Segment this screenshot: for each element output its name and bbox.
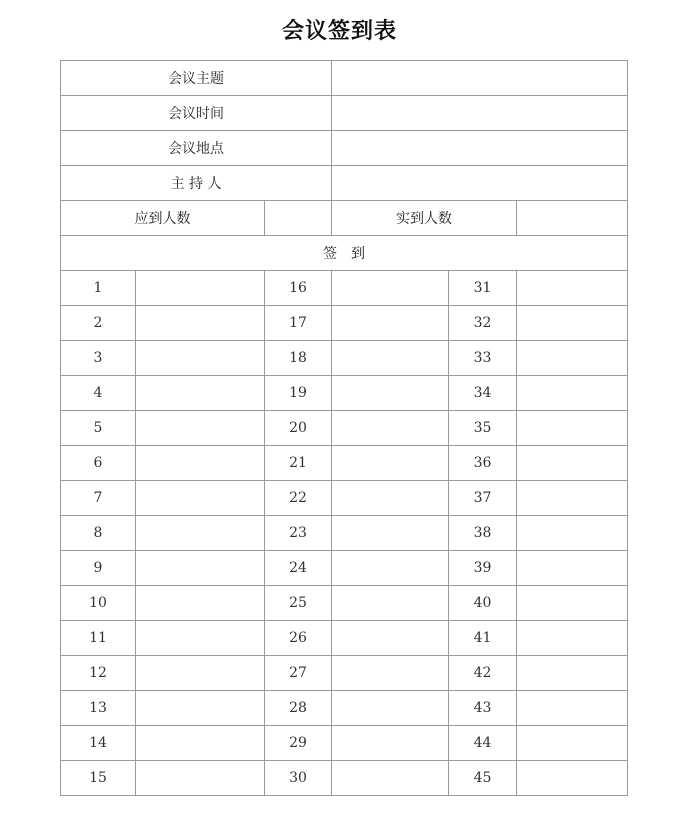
- row-number: 41: [449, 621, 517, 656]
- row-number: 43: [449, 691, 517, 726]
- table-row: [61, 341, 628, 376]
- row-number: 11: [61, 621, 136, 656]
- signature-cell[interactable]: [332, 516, 449, 551]
- place-row: [61, 131, 628, 166]
- signature-cell[interactable]: [332, 726, 449, 761]
- topic-label: 会议主题: [61, 61, 332, 96]
- row-number: 20: [265, 411, 332, 446]
- expected-label: 应到人数: [61, 201, 265, 236]
- signature-cell[interactable]: [332, 621, 449, 656]
- row-number: 9: [61, 551, 136, 586]
- signature-cell[interactable]: [136, 691, 265, 726]
- row-number: 25: [265, 586, 332, 621]
- signature-cell[interactable]: [136, 726, 265, 761]
- time-label: 会议时间: [61, 96, 332, 131]
- signature-cell[interactable]: [136, 411, 265, 446]
- signature-cell[interactable]: [517, 411, 628, 446]
- row-number: 36: [449, 446, 517, 481]
- signature-cell[interactable]: [517, 551, 628, 586]
- row-number: 14: [61, 726, 136, 761]
- table-row: [61, 761, 628, 796]
- place-label: 会议地点: [61, 131, 332, 166]
- signature-cell[interactable]: [136, 551, 265, 586]
- row-number: 13: [61, 691, 136, 726]
- table-row: [61, 726, 628, 761]
- section-label: 签 到: [61, 236, 628, 271]
- table-row: [61, 306, 628, 341]
- table-row: [61, 516, 628, 551]
- row-number: 18: [265, 341, 332, 376]
- section-row: [61, 236, 628, 271]
- signature-cell[interactable]: [517, 376, 628, 411]
- signature-cell[interactable]: [332, 586, 449, 621]
- signature-cell[interactable]: [332, 411, 449, 446]
- row-number: 21: [265, 446, 332, 481]
- row-number: 31: [449, 271, 517, 306]
- signature-cell[interactable]: [517, 446, 628, 481]
- row-number: 39: [449, 551, 517, 586]
- row-number: 44: [449, 726, 517, 761]
- signature-cell[interactable]: [136, 481, 265, 516]
- row-number: 2: [61, 306, 136, 341]
- row-number: 32: [449, 306, 517, 341]
- signature-cell[interactable]: [517, 621, 628, 656]
- row-number: 42: [449, 656, 517, 691]
- signature-cell[interactable]: [136, 656, 265, 691]
- signature-cell[interactable]: [332, 271, 449, 306]
- page-title: 会议签到表: [281, 19, 397, 44]
- row-number: 37: [449, 481, 517, 516]
- signature-cell[interactable]: [332, 656, 449, 691]
- host-row: [61, 166, 628, 201]
- row-number: 15: [61, 761, 136, 796]
- row-number: 12: [61, 656, 136, 691]
- row-number: 24: [265, 551, 332, 586]
- signature-cell[interactable]: [332, 481, 449, 516]
- signature-cell[interactable]: [332, 341, 449, 376]
- signature-cell[interactable]: [136, 761, 265, 796]
- row-number: 30: [265, 761, 332, 796]
- signature-cell[interactable]: [517, 656, 628, 691]
- row-number: 28: [265, 691, 332, 726]
- signature-cell[interactable]: [517, 586, 628, 621]
- sign-in-table: [60, 60, 628, 796]
- row-number: 16: [265, 271, 332, 306]
- signature-cell[interactable]: [517, 306, 628, 341]
- row-number: 29: [265, 726, 332, 761]
- actual-count-field[interactable]: [517, 201, 628, 236]
- row-number: 33: [449, 341, 517, 376]
- row-number: 35: [449, 411, 517, 446]
- row-number: 26: [265, 621, 332, 656]
- row-number: 17: [265, 306, 332, 341]
- signature-cell[interactable]: [332, 551, 449, 586]
- row-number: 3: [61, 341, 136, 376]
- row-number: 27: [265, 656, 332, 691]
- signature-cell[interactable]: [517, 481, 628, 516]
- table-row: [61, 551, 628, 586]
- table-row: [61, 656, 628, 691]
- table-row: [61, 621, 628, 656]
- signature-cell[interactable]: [136, 621, 265, 656]
- row-number: 1: [61, 271, 136, 306]
- row-number: 22: [265, 481, 332, 516]
- signature-cell[interactable]: [136, 516, 265, 551]
- row-number: 34: [449, 376, 517, 411]
- signature-cell[interactable]: [332, 761, 449, 796]
- table-row: [61, 446, 628, 481]
- row-number: 7: [61, 481, 136, 516]
- actual-label: 实到人数: [332, 201, 517, 236]
- signature-cell[interactable]: [332, 446, 449, 481]
- signature-cell[interactable]: [517, 726, 628, 761]
- time-field[interactable]: [332, 96, 628, 131]
- row-number: 23: [265, 516, 332, 551]
- signature-cell[interactable]: [517, 761, 628, 796]
- count-row: [61, 201, 628, 236]
- expected-count-field[interactable]: [265, 201, 332, 236]
- signature-cell[interactable]: [517, 341, 628, 376]
- signature-cell[interactable]: [332, 306, 449, 341]
- row-number: 4: [61, 376, 136, 411]
- host-field[interactable]: [332, 166, 628, 201]
- row-number: 40: [449, 586, 517, 621]
- signature-cell[interactable]: [332, 691, 449, 726]
- signature-cell[interactable]: [517, 691, 628, 726]
- table-row: [61, 271, 628, 306]
- signature-cell[interactable]: [136, 271, 265, 306]
- table-row: [61, 691, 628, 726]
- place-field[interactable]: [332, 131, 628, 166]
- signature-cell[interactable]: [517, 516, 628, 551]
- topic-row: [61, 61, 628, 96]
- row-number: 10: [61, 586, 136, 621]
- time-row: [61, 96, 628, 131]
- signature-cell[interactable]: [136, 341, 265, 376]
- signature-cell[interactable]: [136, 376, 265, 411]
- signature-cell[interactable]: [332, 376, 449, 411]
- row-number: 5: [61, 411, 136, 446]
- signature-cell[interactable]: [136, 446, 265, 481]
- topic-field[interactable]: [332, 61, 628, 96]
- row-number: 6: [61, 446, 136, 481]
- table-row: [61, 481, 628, 516]
- table-row: [61, 586, 628, 621]
- table-row: [61, 411, 628, 446]
- row-number: 38: [449, 516, 517, 551]
- row-number: 19: [265, 376, 332, 411]
- row-number: 45: [449, 761, 517, 796]
- signature-cell[interactable]: [136, 586, 265, 621]
- signature-cell[interactable]: [136, 306, 265, 341]
- signature-cell[interactable]: [517, 271, 628, 306]
- host-label: 主 持 人: [61, 166, 332, 201]
- table-row: [61, 376, 628, 411]
- row-number: 8: [61, 516, 136, 551]
